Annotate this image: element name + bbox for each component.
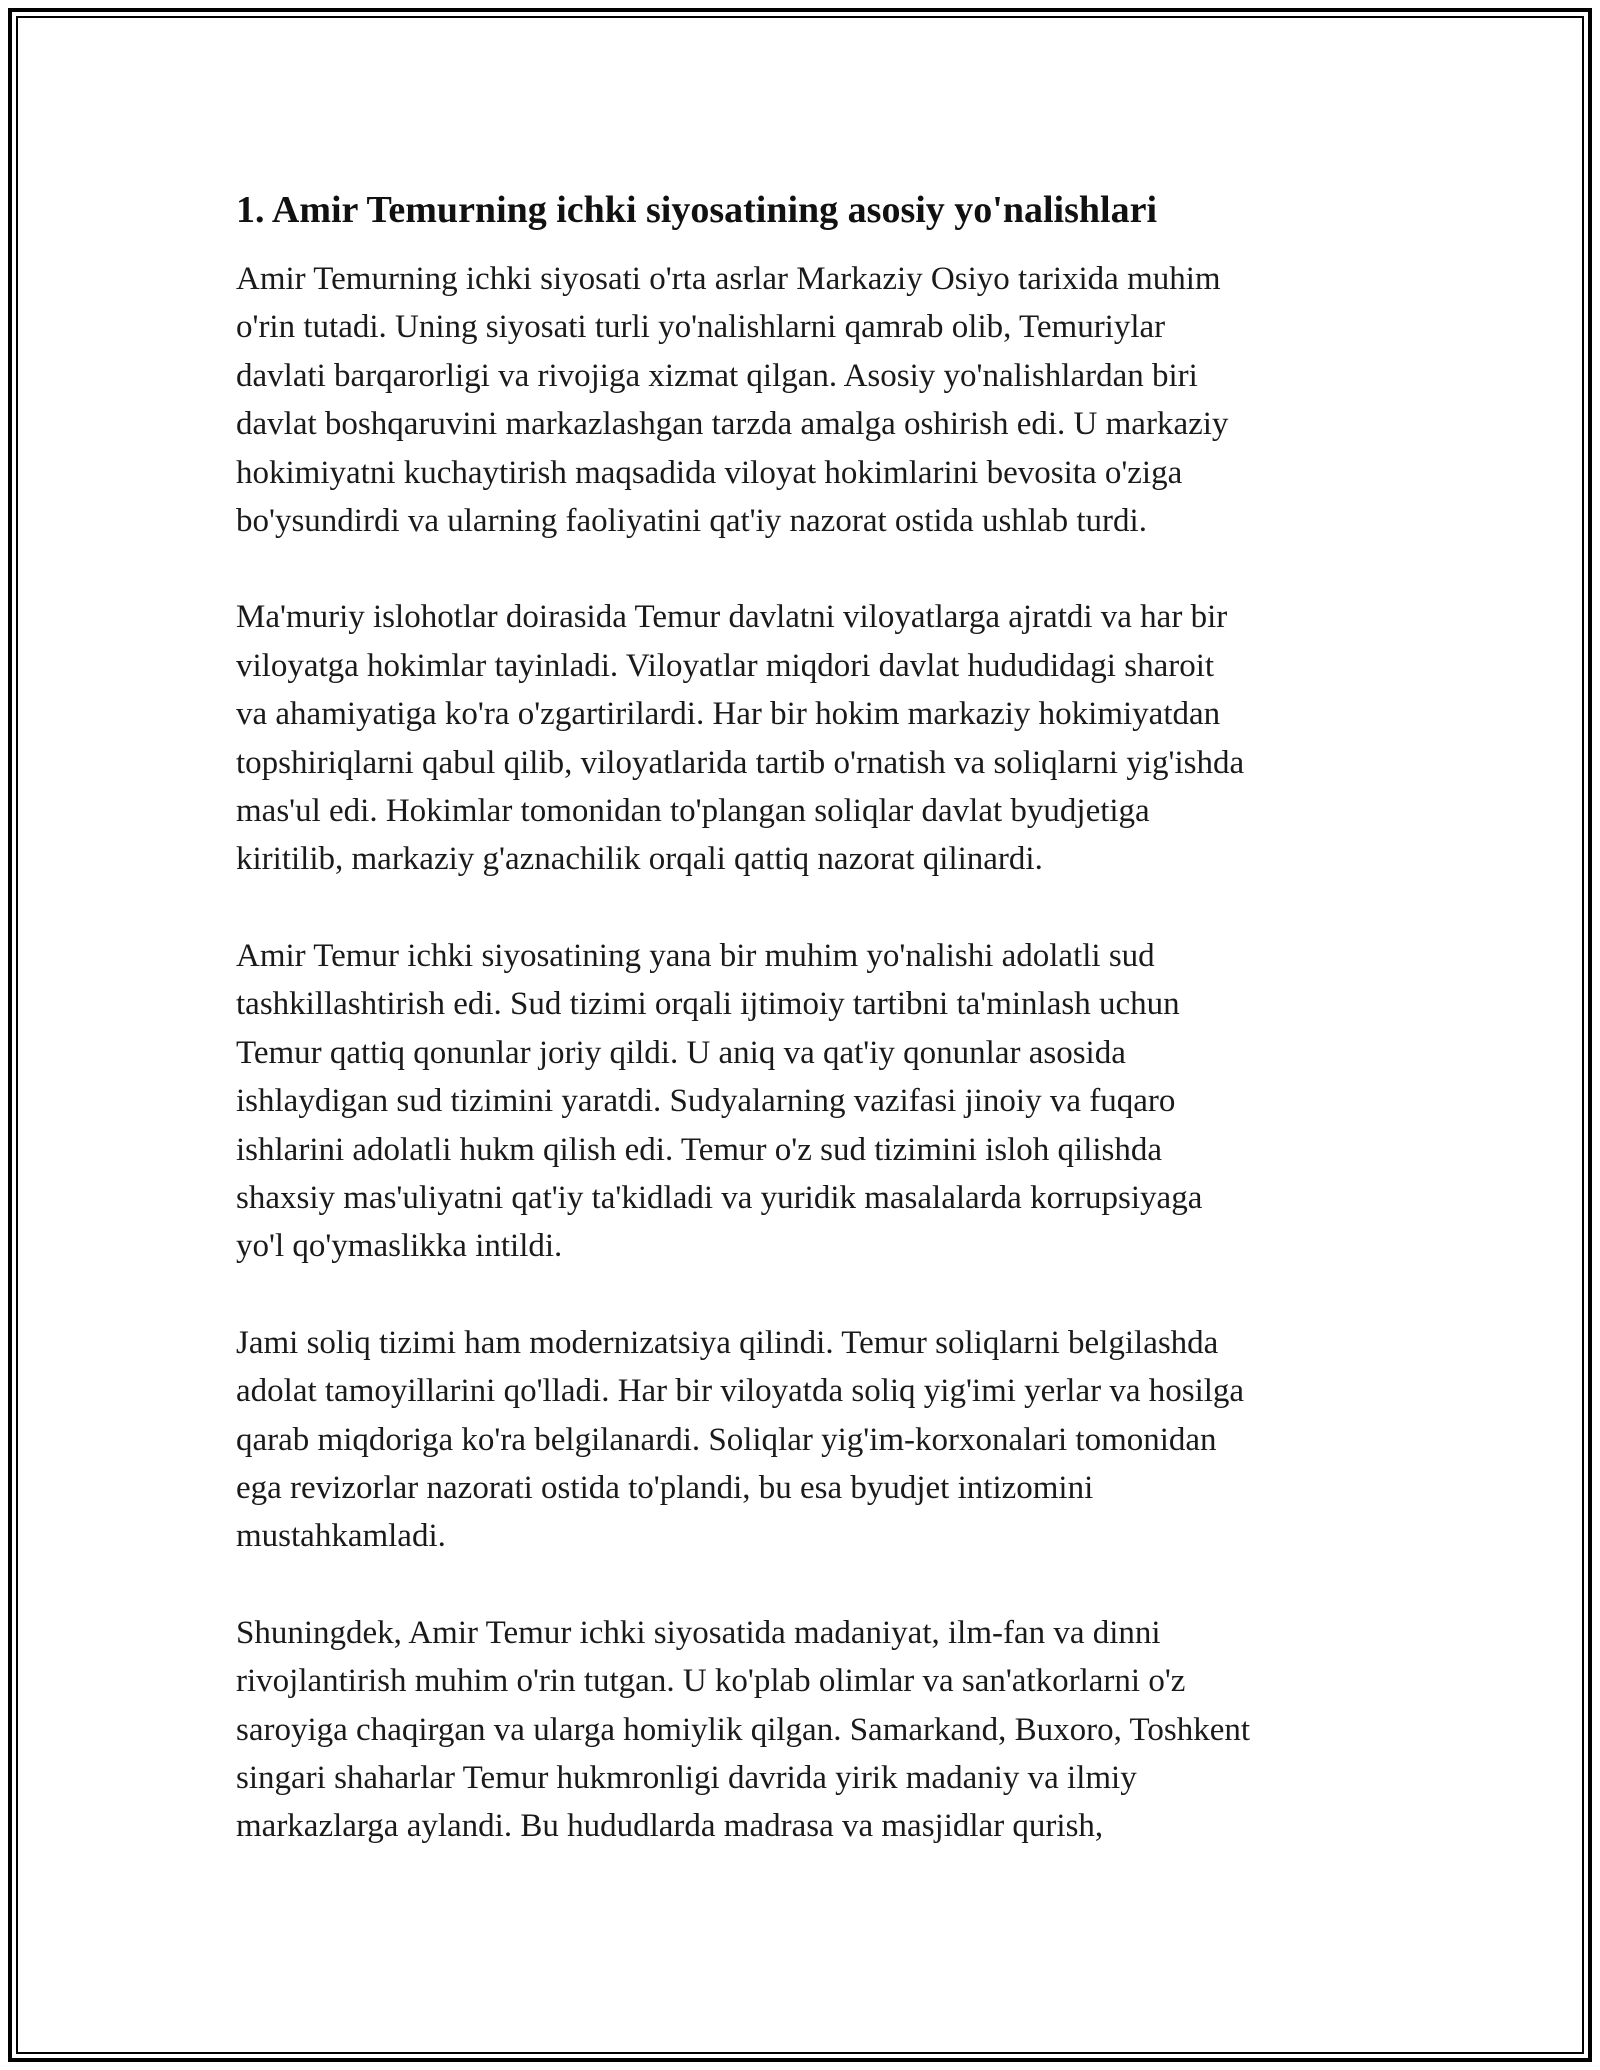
section-heading: 1. Amir Temurning ichki siyosatining asosiy yo'nalishlari [236, 189, 1158, 231]
text-line: kiritilib, markaziy g'aznachilik orqali qattiq nazorat qilinardi. [236, 841, 1043, 878]
text-line: topshiriqlarni qabul qilib, viloyatlarida tartib o'rnatish va soliqlarni yig'ishda [236, 744, 1245, 781]
paragraph-1 [236, 255, 1406, 545]
text-line: shaxsiy mas'uliyatni qat'iy ta'kidladi va yuridik masalalarda korrupsiyaga [236, 1179, 1203, 1216]
text-line: va ahamiyatiga ko'ra o'zgartirilardi. Har bir hokim markaziy hokimiyatdan [236, 696, 1221, 733]
document-body [236, 185, 1406, 1899]
paragraph-3 [236, 932, 1406, 1271]
text-line: ishlaydigan sud tizimini yaratdi. Sudyalarning vazifasi jinoiy va fuqaro [236, 1083, 1176, 1120]
text-line: qarab miqdoriga ko'ra belgilanardi. Soliqlar yig'im-korxonalari tomonidan [236, 1421, 1217, 1458]
text-line: saroyiga chaqirgan va ularga homiylik qilgan. Samarkand, Buxoro, Toshkent [236, 1711, 1251, 1748]
paragraph-2 [236, 593, 1406, 883]
text-line: Shuningdek, Amir Temur ichki siyosatida madaniyat, ilm-fan va dinni [236, 1614, 1161, 1651]
text-line: Jami soliq tizimi ham modernizatsiya qilindi. Temur soliqlarni belgilashda [236, 1324, 1219, 1361]
text-line: rivojlantirish muhim o'rin tutgan. U ko'plab olimlar va san'atkorlarni o'z [236, 1663, 1186, 1700]
text-line: yo'l qo'ymaslikka intildi. [236, 1228, 563, 1265]
text-line: mas'ul edi. Hokimlar tomonidan to'plangan soliqlar davlat byudjetiga [236, 793, 1150, 830]
text-line: mustahkamladi. [236, 1518, 446, 1555]
text-line: tashkillashtirish edi. Sud tizimi orqali ijtimoiy tartibni ta'minlash uchun [236, 986, 1180, 1023]
text-line: markazlarga aylandi. Bu hududlarda madrasa va masjidlar qurish, [236, 1808, 1104, 1845]
paragraph-list [236, 255, 1406, 1851]
text-line: Amir Temurning ichki siyosati o'rta asrlar Markaziy Osiyo tarixida muhim [236, 261, 1221, 297]
text-line: bo'ysundirdi va ularning faoliyatini qat'iy nazorat ostida ushlab turdi. [236, 503, 1147, 540]
text-line: viloyatga hokimlar tayinladi. Viloyatlar miqdori davlat hududidagi sharoit [236, 647, 1215, 684]
text-line: hokimiyatni kuchaytirish maqsadida viloyat hokimlarini bevosita o'ziga [236, 454, 1183, 491]
text-line: Temur qattiq qonunlar joriy qildi. U aniq va qat'iy qonunlar asosida [236, 1034, 1126, 1071]
text-line: adolat tamoyillarini qo'lladi. Har bir viloyatda soliq yig'imi yerlar va hosilga [236, 1373, 1245, 1410]
paragraph-5 [236, 1609, 1406, 1851]
paragraph-4 [236, 1319, 1406, 1561]
text-line: o'rin tutadi. Uning siyosati turli yo'nalishlarni qamrab olib, Temuriylar [236, 309, 1166, 346]
text-line: davlat boshqaruvini markazlashgan tarzda amalga oshirish edi. U markaziy [236, 406, 1229, 443]
text-line: Ma'muriy islohotlar doirasida Temur davlatni viloyatlarga ajratdi va har bir [236, 599, 1228, 636]
text-line: ishlarini adolatli hukm qilish edi. Temur o'z sud tizimini isloh qilishda [236, 1131, 1163, 1168]
text-line: Amir Temur ichki siyosatining yana bir muhim yo'nalishi adolatli sud [236, 937, 1155, 974]
text-line: ega revizorlar nazorati ostida to'plandi, bu esa byudjet intizomini [236, 1469, 1094, 1506]
text-line: singari shaharlar Temur hukmronligi davrida yirik madaniy va ilmiy [236, 1759, 1137, 1796]
text-line: davlati barqarorligi va rivojiga xizmat qilgan. Asosiy yo'nalishlardan biri [236, 357, 1198, 394]
